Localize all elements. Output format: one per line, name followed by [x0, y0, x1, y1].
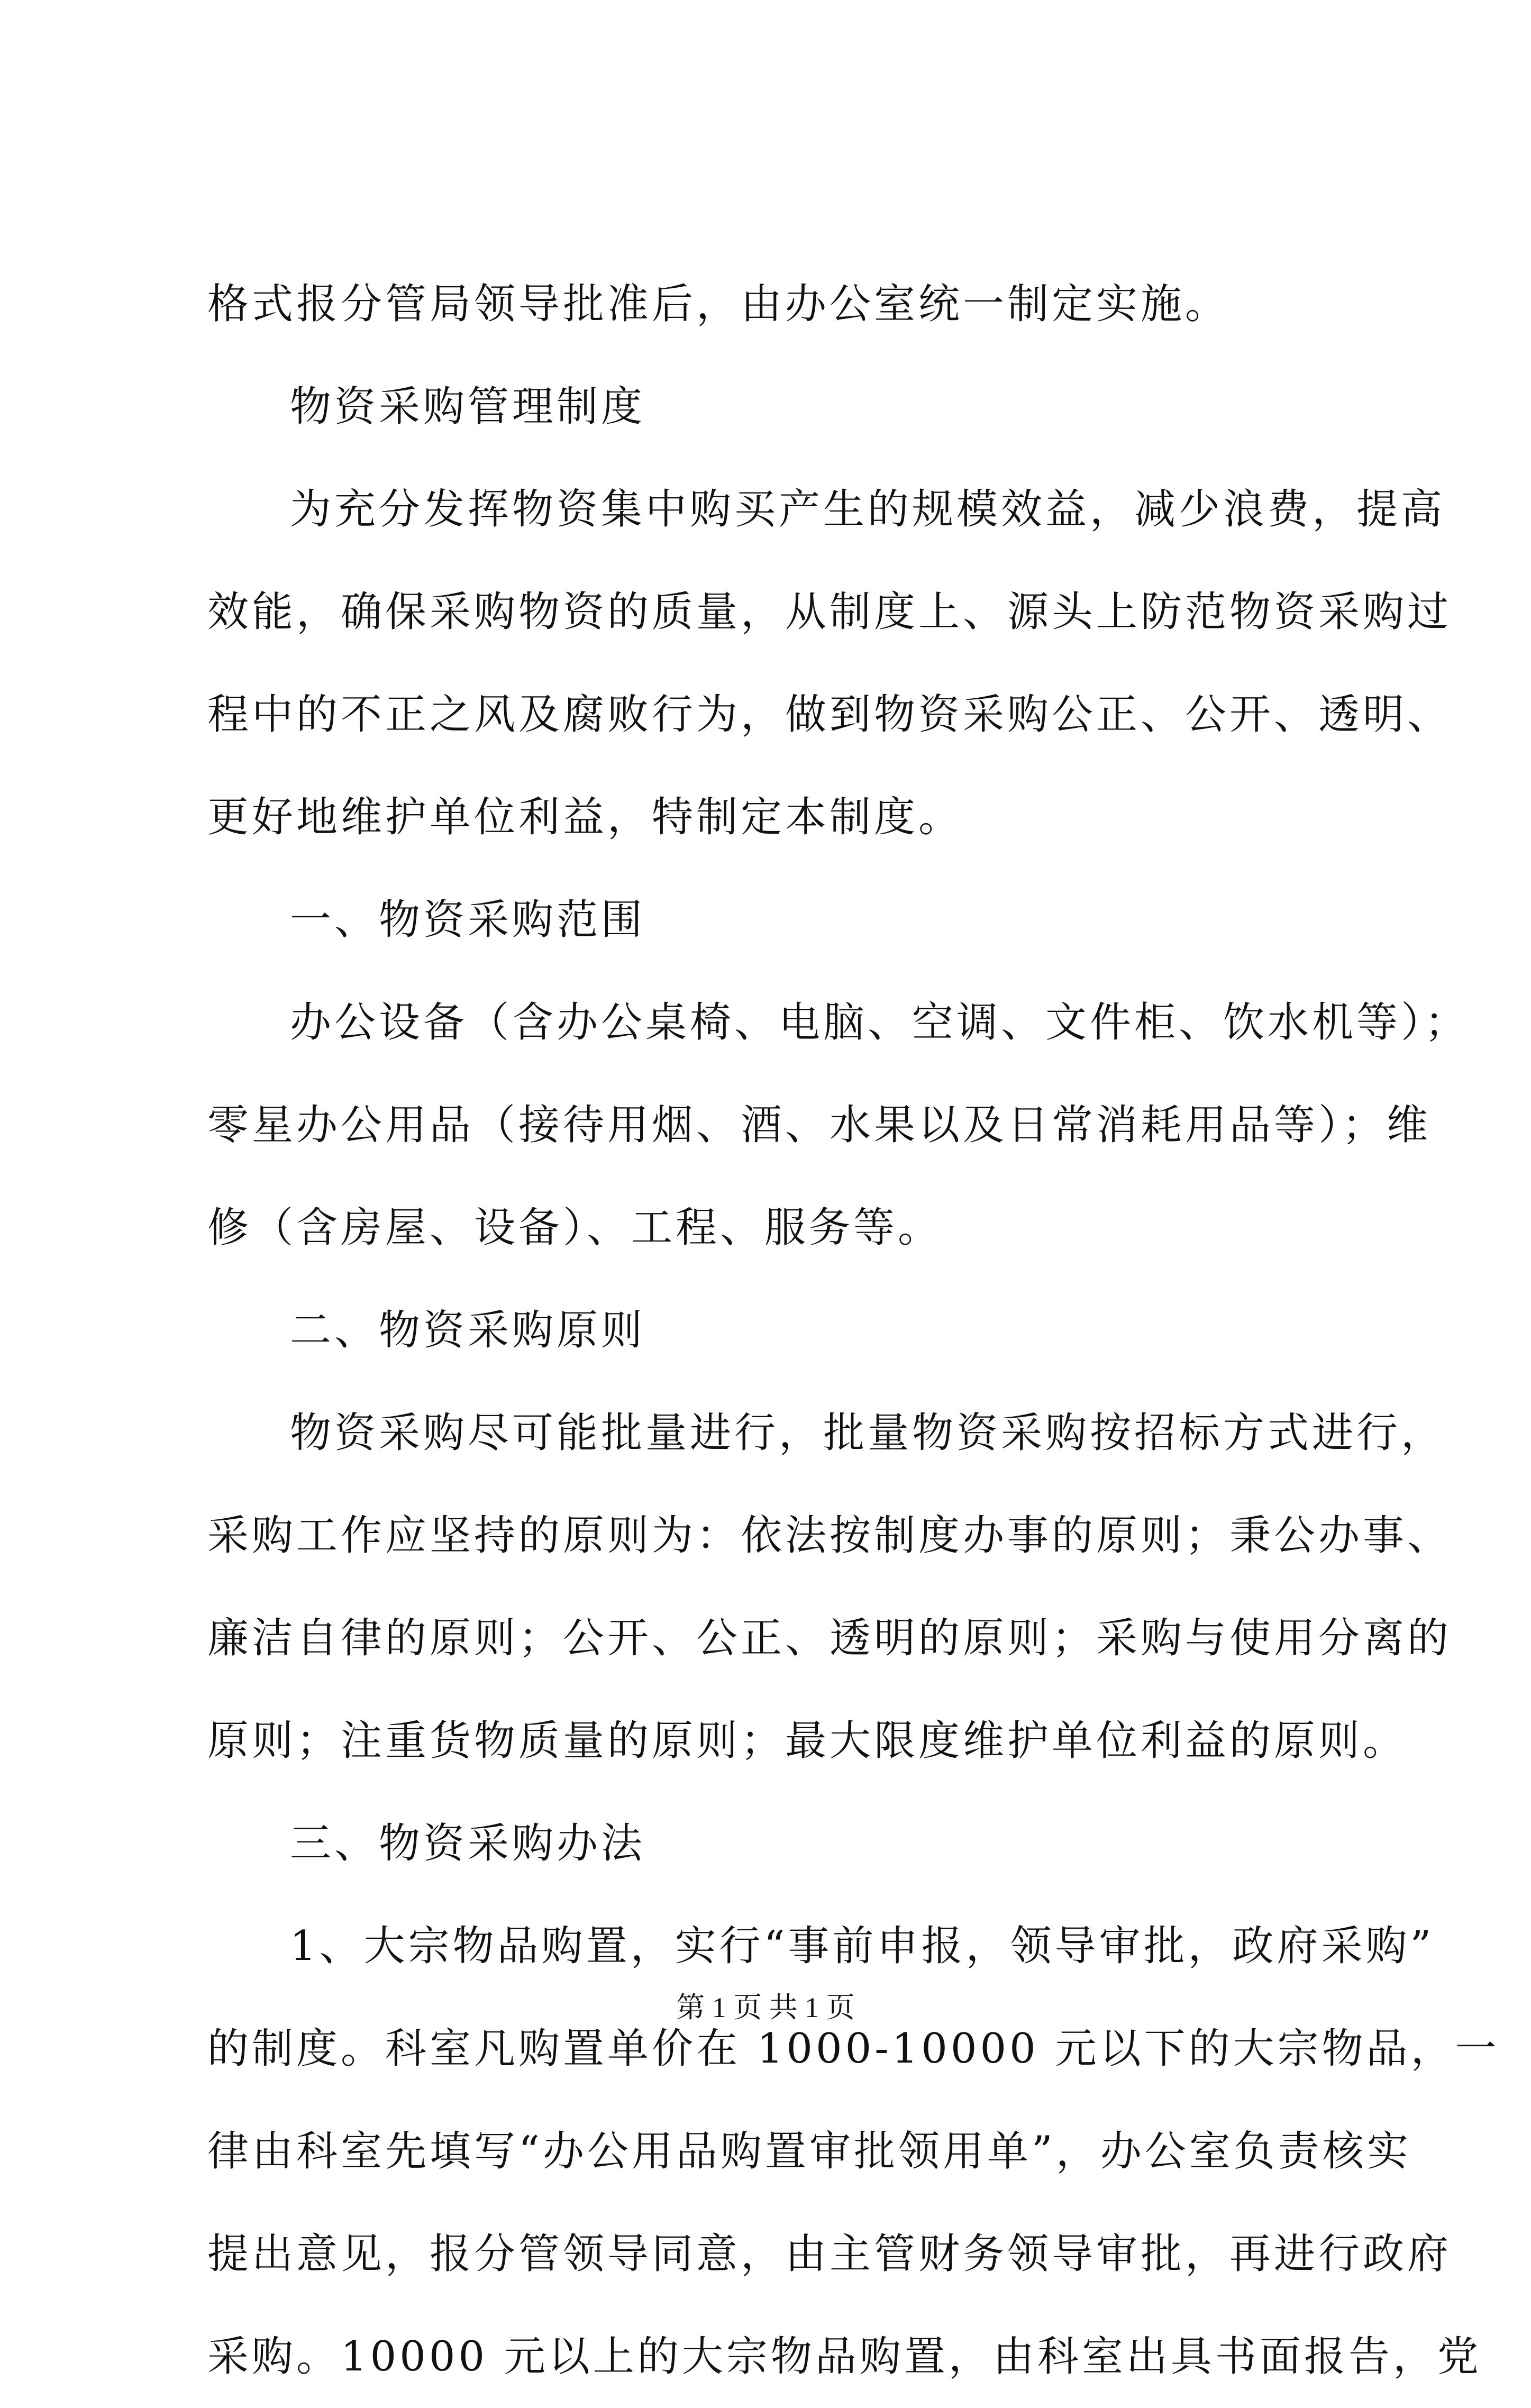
- text-line: 物资采购尽可能批量进行，批量物资采购按招标方式进行，: [290, 1409, 1446, 1457]
- text-line: 办公设备（含办公桌椅、电脑、空调、文件柜、饮水机等）；: [290, 999, 1470, 1046]
- section-heading: 一、物资采购范围: [290, 896, 646, 944]
- text-line: 零星办公用品（接待用烟、酒、水果以及日常消耗用品等）；维: [207, 1101, 1432, 1149]
- page-number-footer: 第 1 页 共 1 页: [676, 1992, 855, 2023]
- text-line: 1、大宗物品购置，实行“事前申报，领导审批，政府采购”: [290, 1922, 1435, 1970]
- section-heading: 三、物资采购办法: [290, 1820, 646, 1867]
- text-line: 为充分发挥物资集中购买产生的规模效益，减少浪费，提高: [290, 486, 1446, 533]
- section-heading: 二、物资采购原则: [290, 1307, 646, 1354]
- text-line: 的制度。科室凡购置单价在 1000-10000 元以下的大宗物品，一: [207, 2025, 1500, 2073]
- text-line: 提出意见，报分管领导同意，由主管财务领导审批，再进行政府: [207, 2230, 1452, 2278]
- text-line: 修（含房屋、设备）、工程、服务等。: [207, 1204, 943, 1252]
- text-line: 廉洁自律的原则；公开、公正、透明的原则；采购与使用分离的: [207, 1615, 1452, 1662]
- text-line: 原则；注重货物质量的原则；最大限度维护单位利益的原则。: [207, 1717, 1408, 1765]
- text-line: 律由科室先填写“办公用品购置审批领用单”，办公室负责核实: [207, 2128, 1411, 2175]
- section-title: 物资采购管理制度: [290, 383, 646, 431]
- text-line: 效能，确保采购物资的质量，从制度上、源头上防范物资采购过: [207, 588, 1452, 636]
- text-line: 更好地维护单位利益，特制定本制度。: [207, 793, 963, 841]
- text-line: 采购工作应坚持的原则为：依法按制度办事的原则；秉公办事、: [207, 1512, 1452, 1559]
- document-body: [207, 253, 1500, 2408]
- text-line: 格式报分管局领导批准后，由办公室统一制定实施。: [207, 280, 1230, 328]
- text-line: 程中的不正之风及腐败行为，做到物资采购公正、公开、透明、: [207, 691, 1452, 738]
- text-line: 采购。10000 元以上的大宗物品购置，由科室出具书面报告，党: [207, 2333, 1482, 2380]
